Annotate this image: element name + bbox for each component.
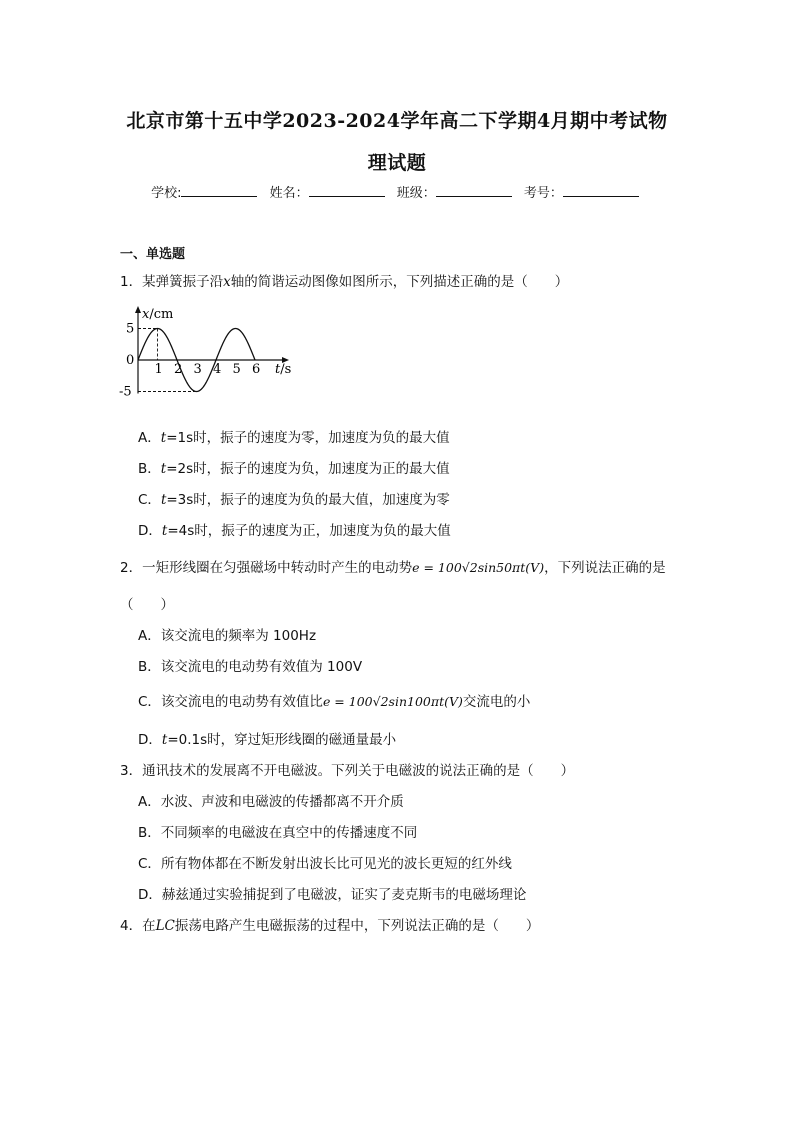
page-title-line2: 理试题 [367,152,427,174]
q1-option-a[interactable]: A．t=1s时，振子的速度为零，加速度为负的最大值 [138,430,450,446]
class-blank[interactable] [436,184,512,197]
x-tick-label: 2 [174,362,183,377]
q2-option-a[interactable]: A．该交流电的频率为 100Hz [138,628,317,644]
exam-number-label: 考号： [523,186,563,201]
q2-option-c[interactable]: C．该交流电的电动势有效值比e = 100√2sin100πt(V)交流电的小 [138,694,531,710]
school-blank[interactable] [181,184,257,197]
emf-formula-2: e = 100√2sin100πt(V) [322,694,463,709]
q3-option-d[interactable]: D．赫兹通过实验捕捉到了电磁波，证实了麦克斯韦的电磁场理论 [138,887,527,903]
x-tick-label: 4 [213,362,222,377]
y-tick-label: -5 [119,384,132,400]
y-tick-label: 5 [126,321,135,337]
q1-option-c[interactable]: C．t=3s时，振子的速度为负的最大值，加速度为零 [138,492,450,508]
x-tick-label: 3 [193,362,202,377]
q1-option-b[interactable]: B．t=2s时，振子的速度为负，加速度为正的最大值 [138,461,450,477]
question-1: 1．某弹簧振子沿x轴的简谐运动图像如图所示，下列描述正确的是（ ） [120,274,569,290]
x-tick-label: 6 [252,362,261,377]
x-tick-label: 5 [232,362,241,377]
question-3: 3．通讯技术的发展离不开电磁波。下列关于电磁波的说法正确的是（ ） [120,763,575,779]
question-2: 2．一矩形线圈在匀强磁场中转动时产生的电动势e = 100√2sin50πt(V)，下列说法正确的是 [120,560,666,576]
q1-option-d[interactable]: D．t=4s时，振子的速度为正，加速度为负的最大值 [138,523,451,539]
class-label: 班级： [396,186,436,201]
question-4: 4．在LC振荡电路产生电磁振荡的过程中，下列说法正确的是（ ） [120,918,540,934]
name-label: 姓名： [269,186,309,201]
page-title-line1: 北京市第十五中学2023-2024学年高二下学期4月期中考试物 [126,110,668,132]
x-axis-label: t/s [275,362,292,377]
oscillation-graph [118,303,308,408]
school-label: 学校: [151,186,182,201]
x-tick-label: 1 [154,362,163,377]
y-axis-arrow [135,306,141,313]
q2-option-b[interactable]: B．该交流电的电动势有效值为 100V [138,659,363,675]
name-blank[interactable] [309,184,385,197]
q3-option-c[interactable]: C．所有物体都在不断发射出波长比可见光的波长更短的红外线 [138,856,512,872]
emf-formula: e = 100√2sin50πt(V) [412,560,545,575]
section-heading: 一、单选题 [120,247,186,262]
q2-option-d[interactable]: D．t=0.1s时，穿过矩形线圈的磁通量最小 [138,732,397,748]
y-tick-label: 0 [126,353,135,368]
q3-option-a[interactable]: A．水波、声波和电磁波的传播都离不开介质 [138,794,404,810]
question-2-paren: （ ） [120,597,174,613]
student-info-row [0,182,794,201]
q3-option-b[interactable]: B．不同频率的电磁波在真空中的传播速度不同 [138,825,418,841]
y-axis-label: x/cm [142,307,174,322]
exam-number-blank[interactable] [563,184,639,197]
